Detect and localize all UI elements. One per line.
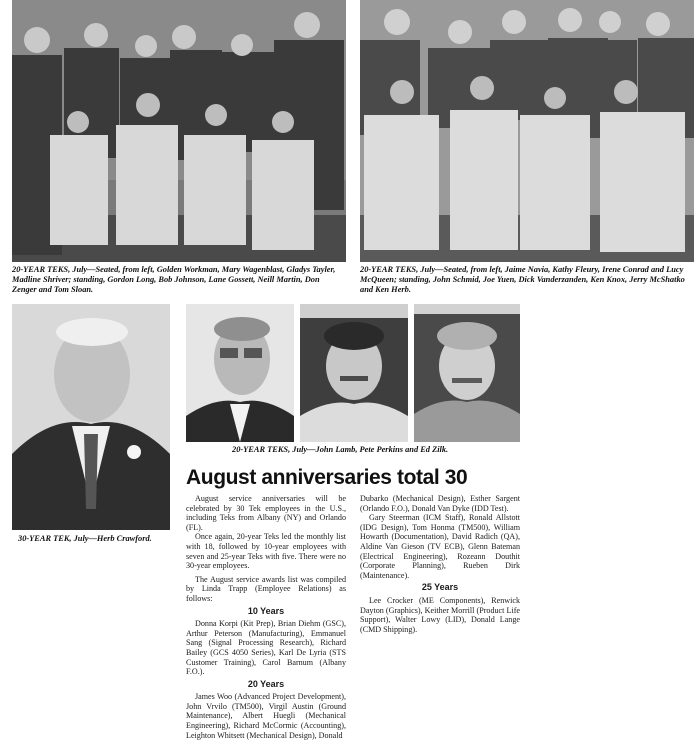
- portrait-photo-perkins: [300, 304, 408, 442]
- photo-2-caption: 20-YEAR TEKS, July—Seated, from left, Jaime Navia, Kathy Fleury, Irene Conrad and Lucy McQueen; standing, John Schmid, Joe Yuen, Dick Vanderzanden, Ken Knox, Jerry McShatko and Ken Herb.: [360, 265, 685, 294]
- group-photo-2: [360, 0, 694, 262]
- ten-years-names: Donna Korpi (Kit Prep), Brian Diehm (GSC), Arthur Peterson (Manufacturing), Emmanuel Sang (Signal Processing Research), Richard Bailey (GCS 4050 Series), Karl De Lyria (STS Customer Training), Carol Barnum (Albany F.O.).: [186, 619, 346, 677]
- photo-1-caption: 20-YEAR TEKS, July—Seated, from left, Golden Workman, Mary Wagenblast, Gladys Tayler, Madline Shriver; standing, Gordon Long, Bob Johnson, Lane Gossett, Neill Martin, Don Zenger and Tom Sloan.: [12, 265, 336, 294]
- article-intro-p3: The August service awards list was compiled by Linda Trapp (Employee Relations) as follows:: [186, 574, 346, 603]
- article-column-2: [360, 494, 520, 634]
- twentyfive-years-heading: 25 Years: [421, 582, 459, 593]
- article-intro-p2: Once again, 20-year Teks led the monthly list with 18, followed by 10-year employees with seven and 25-year Teks with five. There were no 30-year employees.: [186, 532, 346, 571]
- portrait-photo-lamb: [186, 304, 294, 442]
- ten-years-heading: 10 Years: [247, 605, 285, 616]
- twenty-years-names-c: Gary Steerman (ICM Staff), Ronald Allstott (IDG Design), Tom Honma (TM500), William Howarth (Documentation), David Radich (QA), Aldine Van Gieson (TV ECB), Glenn Bateman (Electrical Engineering), Rozeann Douthit (Corporate Planning), Rueben Dirk (Maintenance).: [360, 513, 520, 580]
- group-photo-1: [12, 0, 346, 262]
- article-column-1: [186, 494, 346, 740]
- article-intro-p1: August service anniversaries will be celebrated by 30 Tek employees in the U.S., including Teks from Albany (NY) and Orlando (FL).: [186, 494, 346, 532]
- photo-4-caption: 20-YEAR TEKS, July—John Lamb, Pete Perkins and Ed Zilk.: [232, 445, 449, 454]
- photo-3-caption: 30-YEAR TEK, July—Herb Crawford.: [18, 534, 152, 543]
- twentyfive-years-names: Lee Crocker (ME Components), Renwick Dayton (Graphics), Keither Morrill (Product Life Support), Walter Lowy (LID), Donald Lange (CMD Shipping).: [360, 595, 520, 634]
- portrait-photo-zilk: [414, 304, 520, 442]
- portrait-photo-30-year: [12, 304, 170, 530]
- article-headline: August anniversaries total 30: [186, 466, 468, 489]
- twenty-years-names-a: James Woo (Advanced Project Development), John Vrvilo (TM500), Virgil Austin (Ground Maintenance), Albert Huegli (Mechanical Engineering), Richard McCormic (Accounting), Leighton Whitsett (Mechanical Design), Donald: [186, 692, 346, 740]
- twenty-years-names-b: Dubarko (Mechanical Design), Esther Sargent (Orlando F.O.), Donald Van Dyke (IDD Test).: [360, 494, 520, 513]
- twenty-years-heading: 20 Years: [247, 678, 285, 689]
